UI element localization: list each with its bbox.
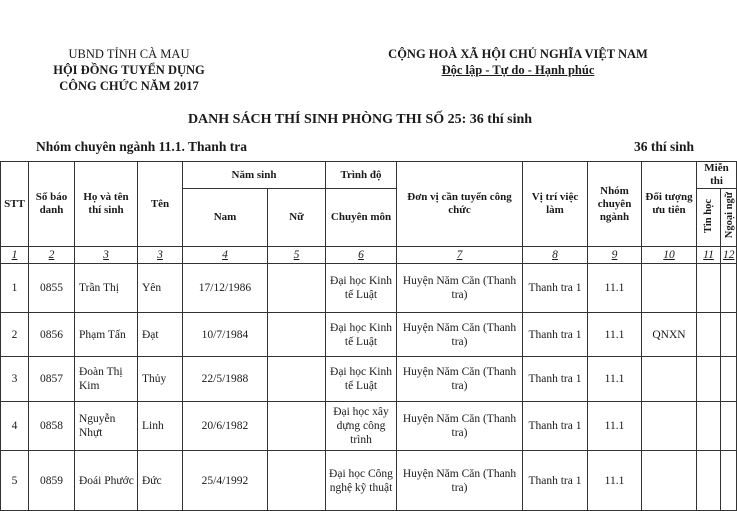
row-nhom: 11.1 (588, 313, 642, 357)
row-hoten: Đoái Phước (75, 451, 138, 511)
row-doituong (642, 451, 697, 511)
row-hoten: Trần Thị (75, 264, 138, 313)
row-nhom: 11.1 (588, 451, 642, 511)
header-nu: Nữ (268, 189, 326, 247)
row-chuyenmon: Đại học Kinh tế Luật (326, 264, 397, 313)
row-birth-male: 22/5/1988 (183, 357, 268, 402)
row-chuyenmon: Đại học Công nghệ kỹ thuật (326, 451, 397, 511)
row-tinhoc (697, 357, 721, 402)
row-nhom: 11.1 (588, 357, 642, 402)
row-birth-female (268, 402, 326, 451)
row-vitri: Thanh tra 1 (523, 357, 588, 402)
col-num-6: 6 (326, 247, 397, 264)
national-heading (368, 46, 668, 78)
header-stt: STT (1, 162, 29, 247)
header-doituong: Đối tượng ưu tiên (642, 162, 697, 247)
header-namsinh: Năm sinh (183, 162, 326, 189)
row-birth-female (268, 451, 326, 511)
row-stt: 5 (1, 451, 29, 511)
row-vitri: Thanh tra 1 (523, 402, 588, 451)
row-stt: 1 (1, 264, 29, 313)
col-num-8: 8 (523, 247, 588, 264)
row-sbd: 0857 (29, 357, 75, 402)
row-birth-female (268, 357, 326, 402)
row-donvi: Huyện Năm Căn (Thanh tra) (397, 264, 523, 313)
row-ngoaingu (721, 402, 737, 451)
header-vitri: Vị trí việc làm (523, 162, 588, 247)
candidate-count: 36 thí sinh (634, 139, 695, 154)
row-ten: Linh (138, 402, 183, 451)
issuer-org: UBND TỈNH CÀ MAU (68, 47, 190, 61)
row-doituong (642, 357, 697, 402)
row-vitri: Thanh tra 1 (523, 313, 588, 357)
column-number-row (1, 247, 737, 264)
document-title: DANH SÁCH THÍ SINH PHÒNG THI SỐ 25: 36 thí sinh (187, 112, 533, 127)
issuer-year: CÔNG CHỨC NĂM 2017 (59, 79, 199, 93)
row-hoten: Phạm Tấn (75, 313, 138, 357)
row-sbd: 0858 (29, 402, 75, 451)
col-num-1: 1 (1, 247, 29, 264)
header-nhom: Nhóm chuyên ngành (588, 162, 642, 247)
candidate-table (0, 161, 737, 511)
header-trinhdo: Trình độ (326, 162, 397, 189)
header-ngoaingu (721, 189, 737, 247)
row-nhom: 11.1 (588, 264, 642, 313)
row-donvi: Huyện Năm Căn (Thanh tra) (397, 451, 523, 511)
header-mienthi: Miễn thi (697, 162, 737, 189)
row-birth-female (268, 313, 326, 357)
col-num-10: 10 (642, 247, 697, 264)
national-motto: Độc lập - Tự do - Hạnh phúc (441, 63, 595, 77)
table-row (1, 451, 737, 511)
header-tinhoc (697, 189, 721, 247)
row-stt: 4 (1, 402, 29, 451)
row-stt: 2 (1, 313, 29, 357)
row-ten: Thủy (138, 357, 183, 402)
col-num-2: 2 (29, 247, 75, 264)
row-ngoaingu (721, 451, 737, 511)
col-num-7: 7 (397, 247, 523, 264)
issuer-council: HỘI ĐỒNG TUYỂN DỤNG (53, 63, 205, 77)
col-num-11: 11 (697, 247, 721, 264)
row-doituong: QNXN (642, 313, 697, 357)
row-birth-female (268, 264, 326, 313)
row-doituong (642, 264, 697, 313)
row-sbd: 0859 (29, 451, 75, 511)
row-tinhoc (697, 402, 721, 451)
header-tinhoc-text: Tin học (703, 198, 714, 233)
col-num-9: 9 (588, 247, 642, 264)
row-ngoaingu (721, 264, 737, 313)
header-ten: Tên (138, 162, 183, 247)
row-doituong (642, 402, 697, 451)
row-nhom: 11.1 (588, 402, 642, 451)
header-ngoaingu-text: Ngoại ngữ (724, 192, 735, 239)
row-chuyenmon: Đại học Kinh tế Luật (326, 313, 397, 357)
row-chuyenmon: Đại học Kinh tế Luật (326, 357, 397, 402)
col-num-5: 5 (268, 247, 326, 264)
row-ten: Đạt (138, 313, 183, 357)
candidate-rows (1, 264, 737, 511)
row-birth-male: 25/4/1992 (183, 451, 268, 511)
row-vitri: Thanh tra 1 (523, 264, 588, 313)
row-donvi: Huyện Năm Căn (Thanh tra) (397, 357, 523, 402)
republic-name: CỘNG HOÀ XÃ HỘI CHỦ NGHĨA VIỆT NAM (388, 47, 648, 61)
row-donvi: Huyện Năm Căn (Thanh tra) (397, 402, 523, 451)
table-row (1, 357, 737, 402)
row-birth-male: 17/12/1986 (183, 264, 268, 313)
header-chuyenmon: Chuyên môn (326, 189, 397, 247)
header-nam: Nam (183, 189, 268, 247)
header-hoten: Họ và tên thí sinh (75, 162, 138, 247)
row-tinhoc (697, 264, 721, 313)
row-ten: Đức (138, 451, 183, 511)
row-birth-male: 10/7/1984 (183, 313, 268, 357)
header-donvi: Đơn vị cần tuyển công chức (397, 162, 523, 247)
row-ngoaingu (721, 357, 737, 402)
row-ten: Yên (138, 264, 183, 313)
issuer-block (14, 46, 244, 94)
col-num-4: 4 (183, 247, 268, 264)
row-ngoaingu (721, 313, 737, 357)
row-hoten: Nguyễn Nhựt (75, 402, 138, 451)
table-row (1, 402, 737, 451)
row-hoten: Đoàn Thị Kim (75, 357, 138, 402)
col-num-12: 12 (721, 247, 737, 264)
group-label: Nhóm chuyên ngành 11.1. Thanh tra (36, 139, 247, 154)
table-row (1, 313, 737, 357)
row-chuyenmon: Đại học xây dựng công trình (326, 402, 397, 451)
col-num-3b: 3 (138, 247, 183, 264)
row-sbd: 0856 (29, 313, 75, 357)
table-row (1, 264, 737, 313)
row-donvi: Huyện Năm Căn (Thanh tra) (397, 313, 523, 357)
row-birth-male: 20/6/1982 (183, 402, 268, 451)
row-sbd: 0855 (29, 264, 75, 313)
row-vitri: Thanh tra 1 (523, 451, 588, 511)
row-tinhoc (697, 313, 721, 357)
row-tinhoc (697, 451, 721, 511)
header-sbd: Số báo danh (29, 162, 75, 247)
row-stt: 3 (1, 357, 29, 402)
col-num-3: 3 (75, 247, 138, 264)
